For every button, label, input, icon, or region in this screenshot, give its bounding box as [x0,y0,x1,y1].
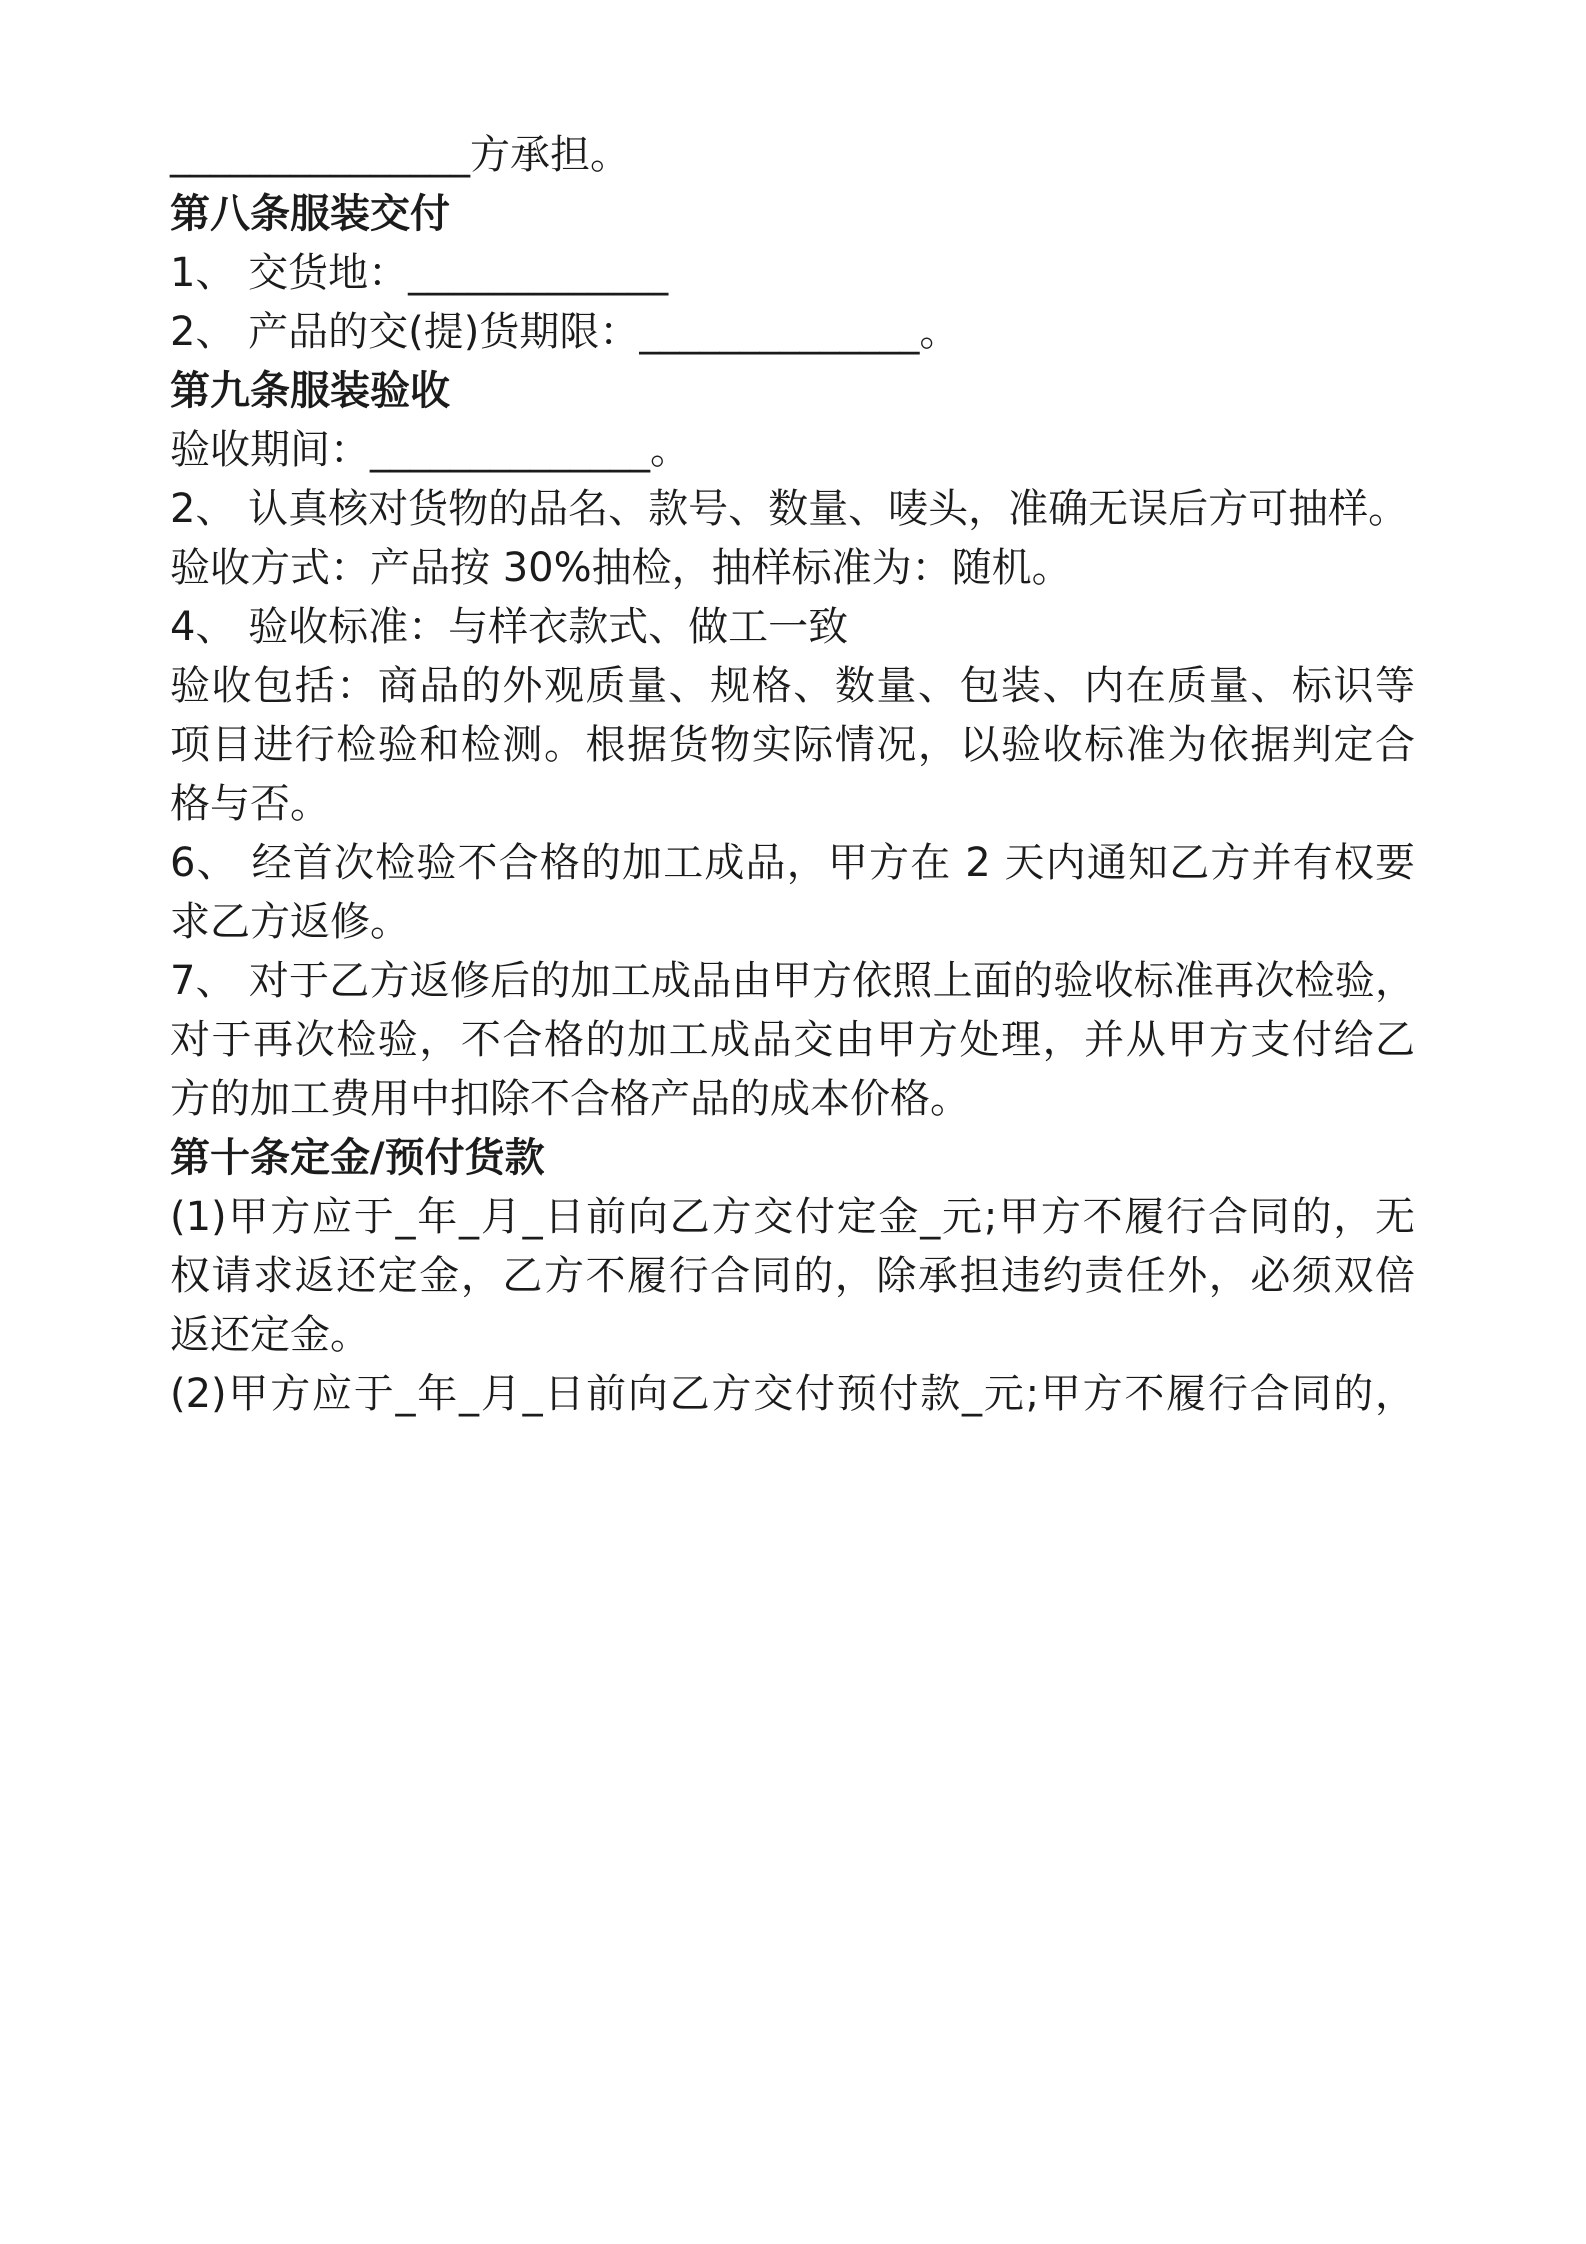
text-line-verify-goods: 2、 认真核对货物的品名、款号、数量、唛头，准确无误后方可抽样。 [170,486,1409,532]
text-line-first-inspection-2: 求乙方返修。 [170,899,410,945]
text-line-blank-party-bears: _______________方承担。 [170,132,630,178]
text-line-prepayment-clause-1: (2)甲方应于_年_月_日前向乙方交付预付款_元;甲方不履行合同的， [170,1371,1415,1417]
text-line-acceptance-period: 验收期间：______________。 [170,427,690,473]
text-line-acceptance-scope-3: 格与否。 [170,781,330,827]
text-line-acceptance-scope-1: 验收包括：商品的外观质量、规格、数量、包装、内在质量、标识等 [170,663,1415,709]
text-line-deposit-clause-2: 权请求返还定金，乙方不履行合同的，除承担违约责任外，必须双倍 [170,1253,1415,1299]
text-line-deposit-clause-3: 返还定金。 [170,1312,370,1358]
text-line-acceptance-standard: 4、 验收标准：与样衣款式、做工一致 [170,604,849,650]
text-line-first-inspection-1: 6、 经首次检验不合格的加工成品，甲方在 2 天内通知乙方并有权要 [170,840,1415,886]
heading-article-8-delivery: 第八条服装交付 [170,191,450,237]
text-line-reinspection-1: 7、 对于乙方返修后的加工成品由甲方依照上面的验收标准再次检验， [170,958,1415,1004]
heading-article-10-deposit: 第十条定金/预付货款 [170,1135,545,1181]
text-line-reinspection-3: 方的加工费用中扣除不合格产品的成本价格。 [170,1076,970,1122]
text-line-acceptance-method: 验收方式：产品按 30%抽检，抽样标准为：随机。 [170,545,1072,591]
text-line-delivery-place: 1、 交货地：_____________ [170,250,669,296]
text-line-acceptance-scope-2: 项目进行检验和检测。根据货物实际情况，以验收标准为依据判定合 [170,722,1415,768]
text-line-reinspection-2: 对于再次检验，不合格的加工成品交由甲方处理，并从甲方支付给乙 [170,1017,1415,1063]
text-line-deposit-clause-1: (1)甲方应于_年_月_日前向乙方交付定金_元;甲方不履行合同的，无 [170,1194,1415,1240]
text-line-delivery-deadline: 2、 产品的交(提)货期限：______________。 [170,309,960,355]
heading-article-9-acceptance: 第九条服装验收 [170,368,450,414]
